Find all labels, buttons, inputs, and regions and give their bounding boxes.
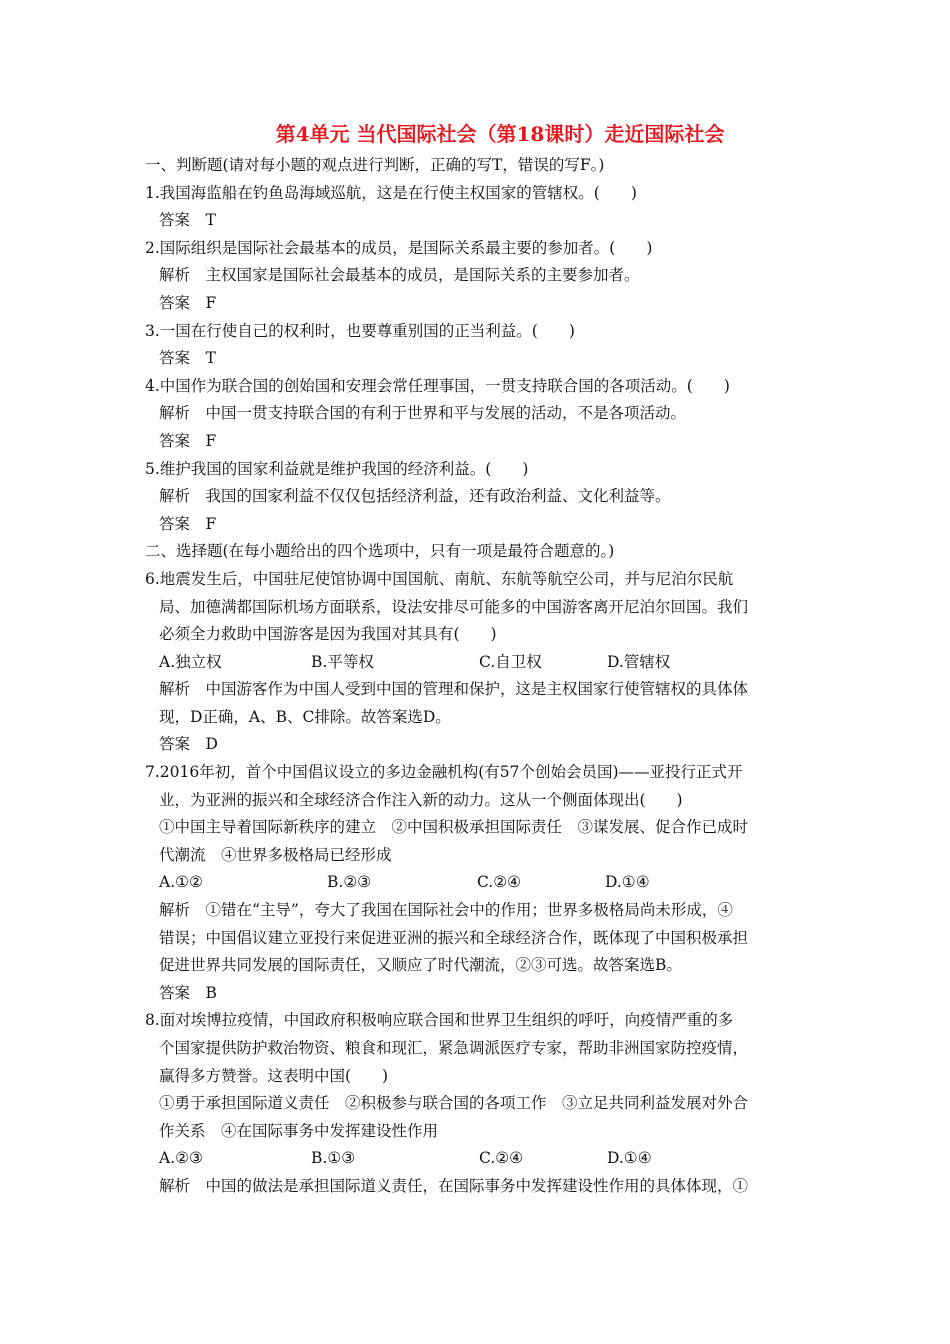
option-a: A.独立权 <box>159 652 222 671</box>
answer-4: 答案 F <box>159 431 217 450</box>
option-c: C.②④ <box>479 1149 524 1168</box>
section-heading-choice: 二、选择题(在每小题给出的四个选项中，只有一项是最符合题意的。) <box>145 542 615 561</box>
option-a: A.②③ <box>159 1149 203 1168</box>
answer-5: 答案 F <box>159 514 217 533</box>
analysis-4: 解析 中国一贯支持联合国的有利于世界和平与发展的活动，不是各项活动。 <box>159 404 687 423</box>
question-6-line: 必须全力救助中国游客是因为我国对其具有( ) <box>159 625 497 644</box>
option-d: D.①④ <box>607 1149 652 1168</box>
question-1: 1.我国海监船在钓鱼岛海域巡航，这是在行使主权国家的管辖权。( ) <box>145 183 637 202</box>
answer-2: 答案 F <box>159 293 217 312</box>
question-5: 5.维护我国的国家利益就是维护我国的经济利益。( ) <box>145 459 529 478</box>
document-page <box>145 120 815 1201</box>
question-8-line: 个国家提供防护救治物资、粮食和现汇，紧急调派医疗专家，帮助非洲国家防控疫情， <box>159 1039 749 1057</box>
question-7-line: 业，为亚洲的振兴和全球经济合作注入新的动力。这从一个侧面体现出( ) <box>159 790 683 809</box>
page-title: 第4单元 当代国际社会（第18课时）走近国际社会 <box>275 122 725 146</box>
question-6-line: 局、加德满都国际机场方面联系，设法安排尽可能多的中国游客离开尼泊尔回国。我们 <box>159 597 749 616</box>
analysis-7: 错误；中国倡议建立亚投行来促进亚洲的振兴和全球经济合作，既体现了中国积极承担 <box>159 928 749 947</box>
analysis-6: 解析 中国游客作为中国人受到中国的管理和保护，这是主权国家行使管辖权的具体体 <box>159 680 749 699</box>
section-heading-judgment: 一、判断题(请对每小题的观点进行判断，正确的写T，错误的写F。) <box>145 156 605 174</box>
question-8-line: 8.面对埃博拉疫情，中国政府积极响应联合国和世界卫生组织的呼吁，向疫情严重的多 <box>145 1011 734 1030</box>
analysis-6: 现，D正确，A、B、C排除。故答案选D。 <box>159 707 451 726</box>
answer-3: 答案 T <box>159 349 216 368</box>
option-b: B.②③ <box>327 873 372 892</box>
analysis-2: 解析 主权国家是国际社会最基本的成员，是国际关系的主要参加者。 <box>159 266 640 285</box>
question-6-line: 6.地震发生后，中国驻尼使馆协调中国国航、南航、东航等航空公司，并与尼泊尔民航 <box>145 569 734 588</box>
option-b: B.①③ <box>311 1149 356 1168</box>
answer-1: 答案 T <box>159 211 216 230</box>
option-b: B.平等权 <box>311 652 374 671</box>
question-6-options <box>145 649 815 677</box>
question-2: 2.国际组织是国际社会最基本的成员，是国际关系最主要的参加者。( ) <box>145 238 653 257</box>
question-4: 4.中国作为联合国的创始国和安理会常任理事国，一贯支持联合国的各项活动。( ) <box>145 376 730 395</box>
question-8-line: 赢得多方赞誉。这表明中国( ) <box>159 1066 389 1085</box>
answer-6: 答案 D <box>159 735 218 754</box>
question-8-statements: 作关系 ④在国际事务中发挥建设性作用 <box>159 1121 439 1140</box>
analysis-8: 解析 中国的做法是承担国际道义责任，在国际事务中发挥建设性作用的具体体现，① <box>159 1176 749 1195</box>
question-8-statements: ①勇于承担国际道义责任 ②积极参与联合国的各项工作 ③立足共同利益发展对外合 <box>159 1094 749 1113</box>
option-c: C.②④ <box>477 873 522 892</box>
question-7-options <box>145 869 815 897</box>
question-3: 3.一国在行使自己的权利时，也要尊重别国的正当利益。( ) <box>145 321 575 340</box>
analysis-7: 解析 ①错在“主导”，夸大了我国在国际社会中的作用；世界多极格局尚未形成，④ <box>159 901 733 920</box>
answer-7: 答案 B <box>159 983 217 1002</box>
analysis-7: 促进世界共同发展的国际责任，又顺应了时代潮流，②③可选。故答案选B。 <box>159 956 682 975</box>
analysis-5: 解析 我国的国家利益不仅仅包括经济利益，还有政治利益、文化利益等。 <box>159 487 671 506</box>
question-7-line: 7.2016年初，首个中国倡议设立的多边金融机构(有57个创始会员国)——亚投行正式开 <box>145 763 743 782</box>
option-a: A.①② <box>159 873 203 892</box>
option-c: C.自卫权 <box>479 652 542 671</box>
question-8-options <box>145 1145 815 1173</box>
question-7-statements: 代潮流 ④世界多极格局已经形成 <box>159 845 392 864</box>
option-d: D.①④ <box>605 873 650 892</box>
option-d: D.管辖权 <box>607 652 671 671</box>
question-7-statements: ①中国主导着国际新秩序的建立 ②中国积极承担国际责任 ③谋发展、促合作已成时 <box>159 818 749 837</box>
